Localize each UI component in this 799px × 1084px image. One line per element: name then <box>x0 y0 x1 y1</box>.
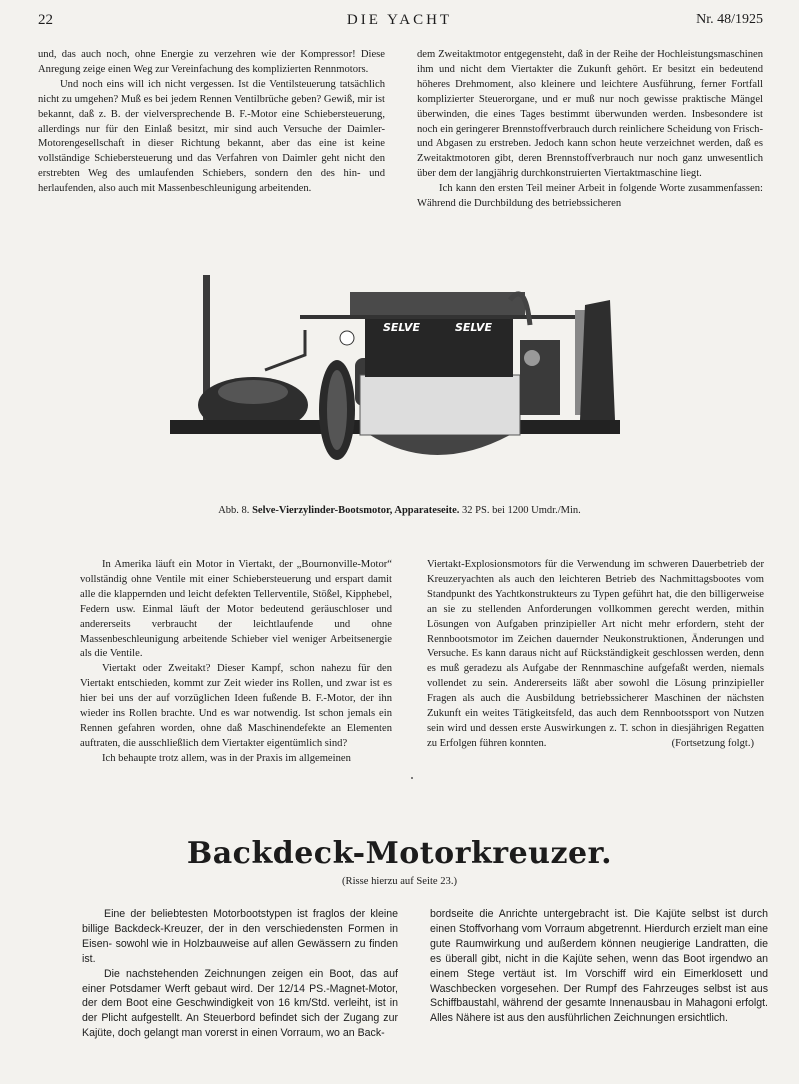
paragraph: Viertakt-Explosionsmotors für die Verwendung im schweren Dauerbetrieb der Kreuzeryachten als auch den leichteren Betrieb des Nachmittagsbootes vom Standpunkt des Yachtkonstrukteurs zu Typen geführt hat, die den billigerweise an sie zu stellenden Anforderungen vollkommen gerecht werden, mithin Lösungen von Aufgaben prinzipieller Art nicht mehr erfordern, steht der Rennbootsmotor im Zeichen dauernder Neukonstruktionen, Änderungen und Versuche. Es kann daraus nicht auf Rückständigkeit geschlossen werden, denn es muß geradezu als Aufgabe der Rennmaschine aufgefaßt werden, niemals vollendet zu sein. Andererseits läßt aber sowohl die Lösung prinzipieller Fragen als auch die Ausbildung betriebssicherer Maschinen der nächsten Zukunft ein weites Tätigkeitsfeld, das auch dem Rennbootssport von Nutzen sein wird und dessen erste Auswirkungen z. T. schon in diesjährigen Regatten zu Erfolgen führen konnten. <box>427 559 764 749</box>
paragraph: Ich kann den ersten Teil meiner Arbeit in folgende Worte zusammenfassen: Während die Durchbildung des betriebssicheren <box>417 183 763 210</box>
article-title: Backdeck-Motorkreuzer. <box>186 836 613 871</box>
top-right-column <box>417 48 763 212</box>
engine-label-1: SELVE <box>383 321 420 334</box>
article-left-column <box>82 907 398 1041</box>
top-left-column <box>38 48 385 197</box>
carburetor <box>520 340 560 415</box>
article-right-column <box>430 907 768 1026</box>
cylinder-head <box>350 292 525 318</box>
paragraph: Und noch eins will ich nicht vergessen. Ist die Ventilsteuerung tatsächlich nicht zu umgehen? Muß es bei jedem Rennen Ventilbrüche geben? Gewiß, mir ist bekannt, daß z. B. der vielversprechende B. F.-Motor eine Schiebersteuerung, allerdings nur für den Einlaß besitzt, mir sind auch Versuche der Daimler-Motorengesellschaft in dieser Richtung bekannt, aber das eine ist keine vollständige Schiebersteuerung und das Verfahren von Daimler geht nicht den erstrebten Weg des umlaufenden Schiebers, sondern den des hin- und herlaufenden, also auch mit Massenbeschleunigung arbeitenden. <box>38 78 385 195</box>
control-shaft <box>300 315 590 319</box>
caption-prefix: Abb. 8. <box>218 505 250 516</box>
paragraph: und, das auch noch, ohne Energie zu verzehren wie der Kompressor! Diese Anregung zeige einen Weg zur Vereinfachung des komplizierten Rennmotors. <box>38 49 385 75</box>
paragraph: Ich behaupte trotz allem, was in der Praxis im allgemeinen <box>102 752 351 764</box>
continuation-note: (Fortsetzung folgt.) <box>671 737 754 749</box>
paragraph: Die nachstehenden Zeichnungen zeigen ein Boot, das auf einer Potsdamer Werft gebaut wird. Der 12/14 PS.-Magnet-Motor, der dem Boot eine Geschwindigkeit von 16 km/Std. verleiht, ist in der Plicht aufgestellt. An Steuerbord befindet sich der Zugang zur Kajüte, doch gelangt man vorerst in einen Vorraum, wo an Back- <box>82 967 398 1040</box>
engine-label-2: SELVE <box>455 321 492 334</box>
pressure-gauge <box>340 331 354 345</box>
paragraph: dem Zweitaktmotor entgegensteht, daß in der Reihe der Hochleistungsmaschinen ihm und nicht dem Viertakter die Zukunft gehört. Er besitzt ein bedeutend höheres Drehmoment, also kleinere und leichtere Ausführung, ferner Fortfall komplizierter Steuerorgane, und er muß nur noch gewisse praktische Mängel überwinden, die eines Tages bestimmt überwunden werden. Insbesondere ist noch ein geringerer Brennstoffverbrauch durch reinlichere Scheidung von Frisch- und Abgasen zu erstreben. Jedoch kann schon heute verzeichnet werden, daß es Zweitaktmotoren gibt, deren Brennstoffverbrauch nur noch ganz unwesentlich über dem der langjährig durchkonstruierten Viertaktmaschine liegt. <box>417 49 763 180</box>
mid-right-column <box>427 558 764 752</box>
paragraph: In Amerika läuft ein Motor in Viertakt, der „Bournonville-Motor“ vollständig ohne Ventile mit einer Schiebersteuerung und erspart damit alle die klappernden und leicht defekten Tellerventile, Stößel, Kipphebel, Federn usw. Einmal läuft der Motor bedeutend geräuschloser und andererseits verbraucht der leichtlaufende und ohne Massenbeschleunigung arbeitende Schieber viel weniger Arbeitsenergie als die Ventile. <box>80 559 392 660</box>
engine-bracket <box>580 300 615 420</box>
article-subtitle: (Risse hierzu auf Seite 23.) <box>341 876 458 887</box>
caption-suffix: 32 PS. bei 1200 Umdr./Min. <box>462 505 581 516</box>
figure-caption <box>0 505 799 516</box>
column-marker-dot <box>411 777 413 779</box>
journal-title: DIE YACHT <box>346 12 453 28</box>
paragraph: Eine der beliebtesten Motorbootstypen ist fraglos der kleine billige Backdeck-Kreuzer, der in den verschiedensten Formen in Eisen- sowohl wie in Holzbauweise auf allen Gewässern zu finden ist. <box>82 908 398 965</box>
caption-title: Selve-Vierzylinder-Bootsmotor, Apparateseite. <box>252 505 460 516</box>
page-header <box>0 10 799 34</box>
issue-number: Nr. 48/1925 <box>696 12 763 27</box>
engine-photo <box>165 270 635 470</box>
paragraph: bordseite die Anrichte untergebracht ist. Die Kajüte selbst ist durch einen Stoffvorhang vom Vorraum abgetrennt. Hierdurch erzielt man eine gute Raumwirkung und außerdem können neugierige Landratten, die es überall gibt, nicht in die Kajüte sehen, wenn das Boot irgendwo an einem Stege vertäut ist. Im Vorschiff wird ein Eimerklosett und Waschbecken vorgesehen. Der Rumpf des Fahrzeuges selbst ist aus Schiffbaustahl, während der gesamte Innenausbau in Mahagoni erfolgt. Alles Nähere ist aus den ausführlichen Zeichnungen ersichtlich. <box>430 908 768 1025</box>
paragraph: Viertakt oder Zweitakt? Dieser Kampf, schon nahezu für den Viertakt entschieden, kommt zur Zeit wieder ins Rollen, und zwar ist es hier bei uns der auf vorzüglichen Ideen fußende B. F.-Motor, der ihn wieder ins Rollen brachte. Und es war notwendig. Ist schon jemals ein Rennen gefahren worden, ohne daß Maschinendefekte an Elementen auftraten, die ausschließlich dem Viertakter eigentümlich sind? <box>80 663 392 749</box>
engine-illustration <box>165 270 635 470</box>
crankcase <box>360 375 520 435</box>
mid-left-column <box>80 558 392 767</box>
page-number: 22 <box>38 12 53 28</box>
